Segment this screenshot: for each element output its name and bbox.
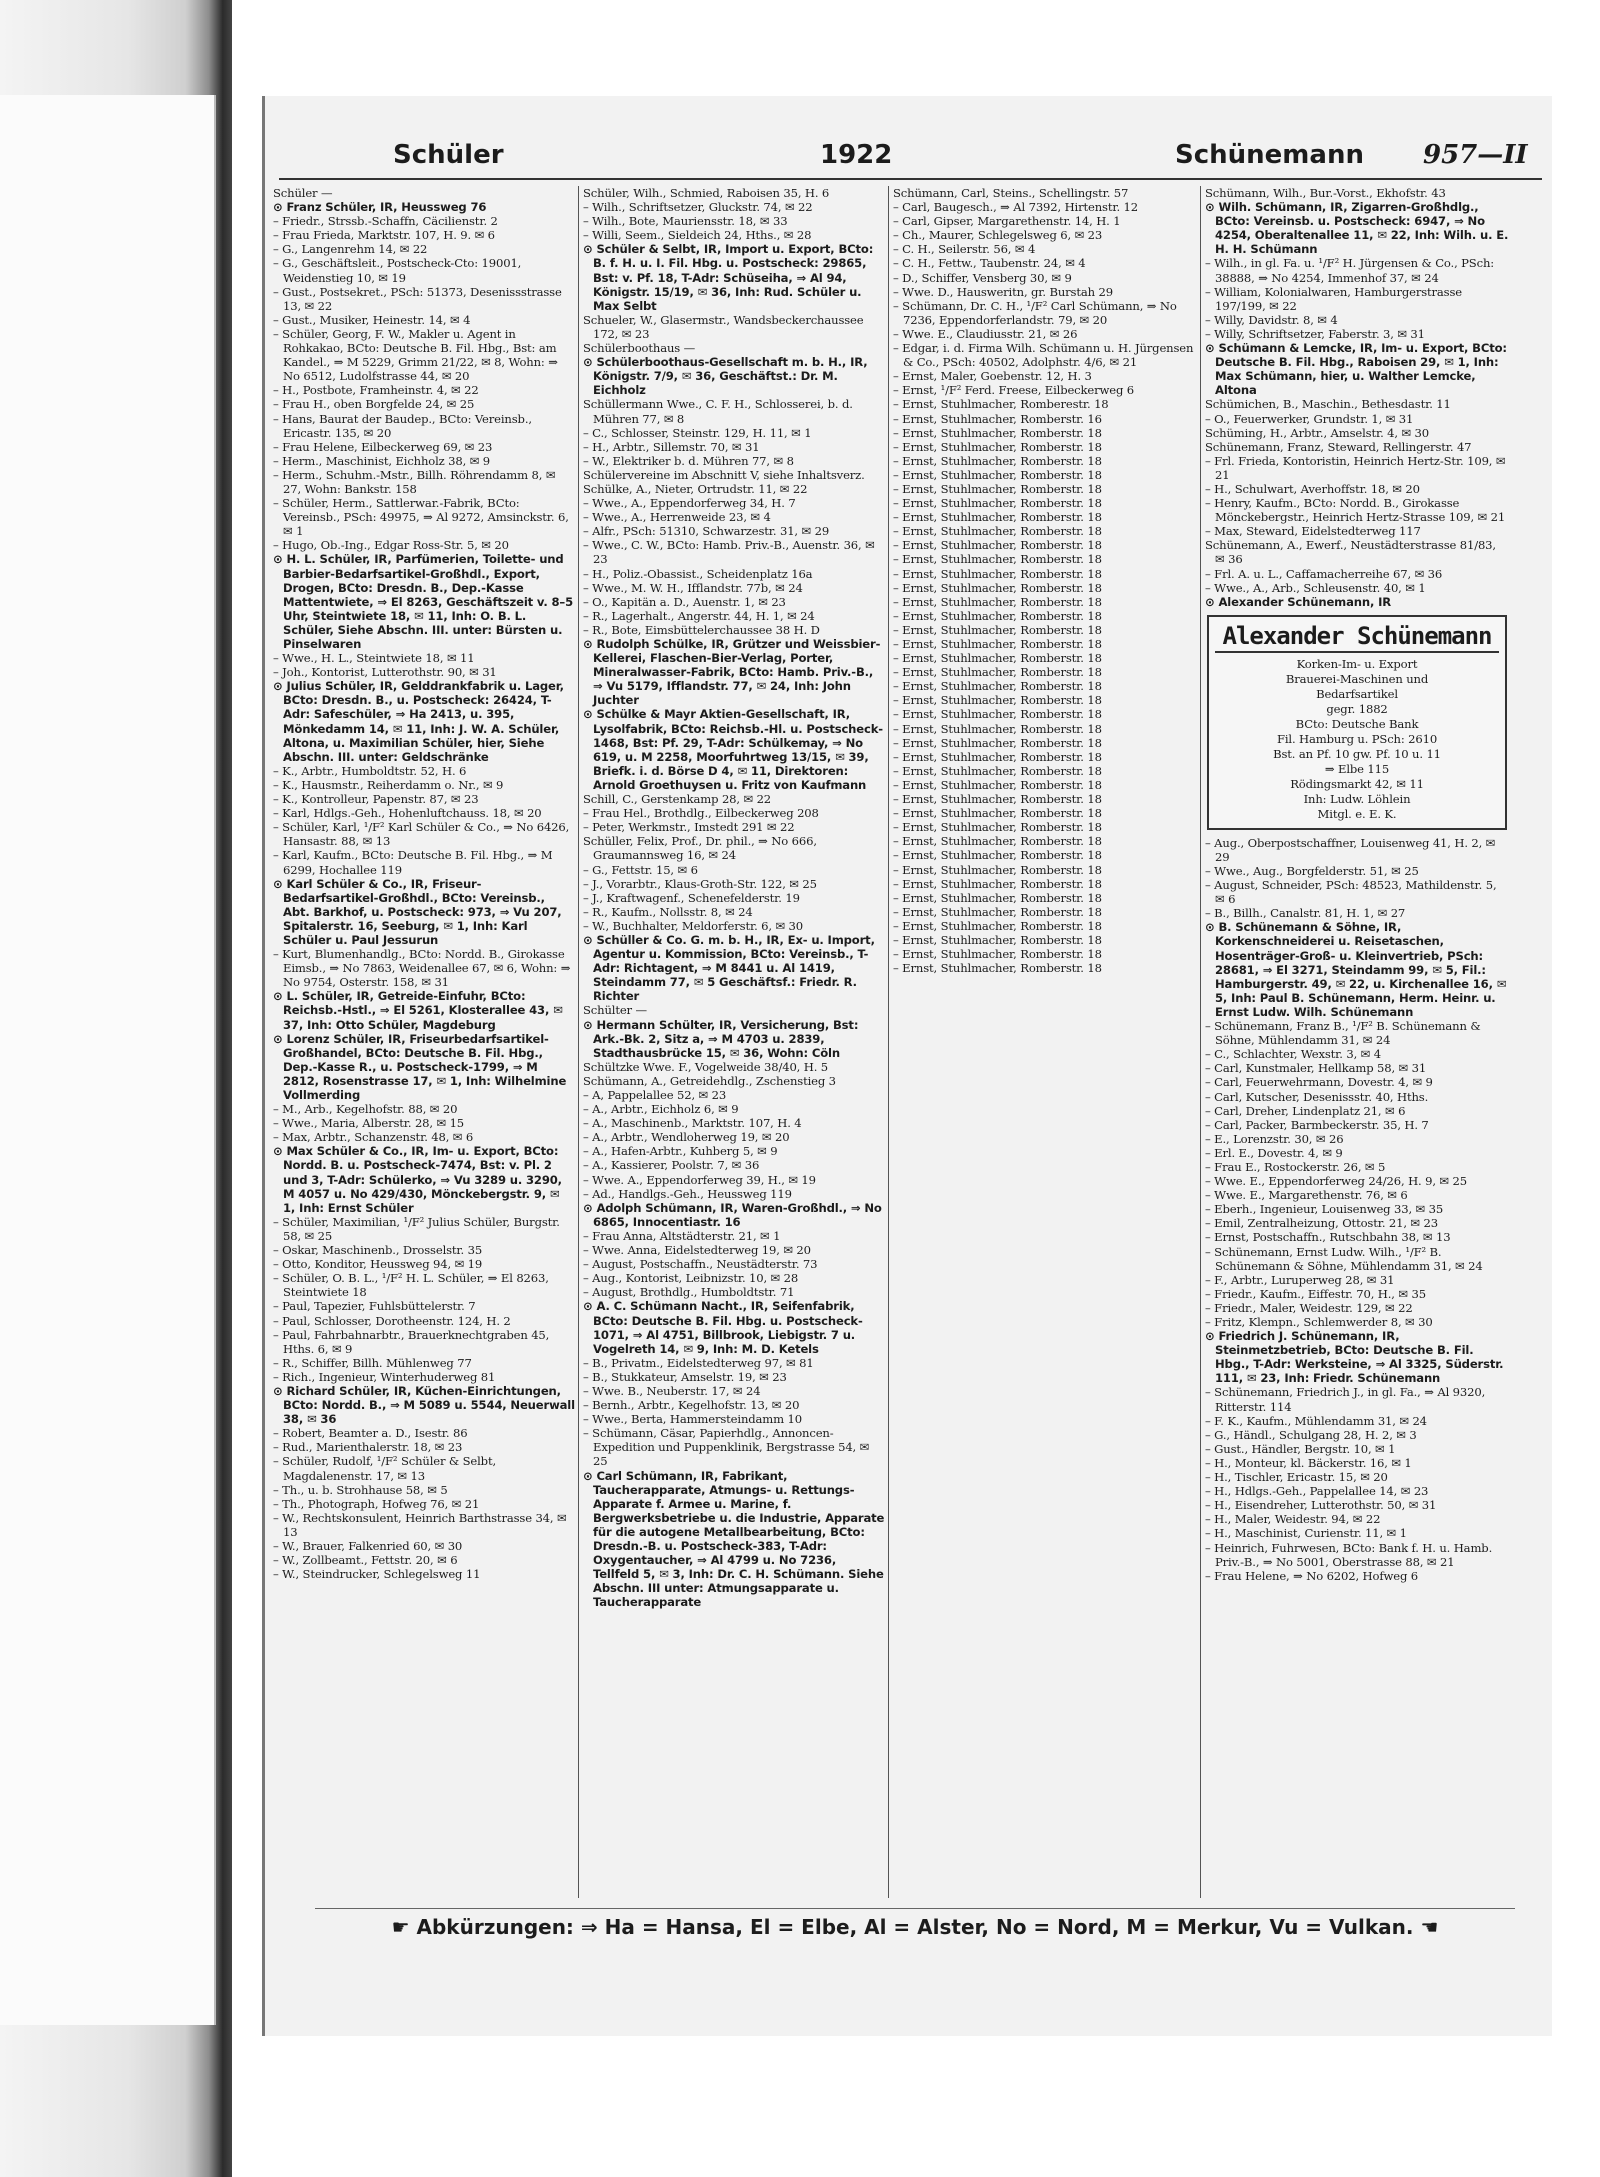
page-header xyxy=(275,140,1542,174)
directory-entry: – E., Lorenzstr. 30, ✉ 26 xyxy=(1205,1131,1344,1146)
directory-entry: Schülervereine im Abschnitt V, siehe Inhaltsverz. xyxy=(583,467,865,482)
directory-entry: Schümann, A., Getreidehdlg., Zschenstieg 3 xyxy=(583,1073,836,1088)
directory-entry: – B., Billh., Canalstr. 81, H. 1, ✉ 27 xyxy=(1205,906,1406,921)
directory-entry: ⊙ Julius Schüler, IR, Gelddrankfabrik u. Lager, BCto: Dresdn. B., u. Postscheck: 26424, T-Adr: Safeschüler, ⇒ Ha 2413, u. 395, Mönkedamm 14, ✉ 11, Inh: J. W. A. Schüler, Altona, u. Maximilian Schüler, hier, Siehe Abschn. III. unter: Geldschränke xyxy=(273,679,564,764)
directory-entry: – Wwe. D., Hausweritn, gr. Burstah 29 xyxy=(893,284,1113,299)
directory-entry: – Herm., Schuhm.-Mstr., Billh. Röhrendamm 8, ✉ 27, Wohn: Bankstr. 158 xyxy=(273,467,556,496)
directory-entry: Schüler, Wilh., Schmied, Raboisen 35, H. 6 xyxy=(583,186,830,200)
directory-entry: – Friedr., Strssb.-Schaffn, Cäcilienstr. 2 xyxy=(273,214,498,229)
directory-entry: – Carl, Kutscher, Desenissstr. 40, Hths. xyxy=(1205,1089,1429,1104)
directory-entry: – Ernst, ¹/F² Ferd. Freese, Eilbeckerweg 6 xyxy=(893,383,1135,398)
directory-entry: – R., Schiffer, Billh. Mühlenweg 77 xyxy=(273,1355,472,1370)
header-year: 1922 xyxy=(820,140,893,170)
directory-entry: – Joh., Kontorist, Lutterothstr. 90, ✉ 31 xyxy=(273,665,497,680)
directory-entry: – Ernst, Stuhlmacher, Romberstr. 18 xyxy=(893,693,1102,708)
directory-entry: – Frau Anna, Altstädterstr. 21, ✉ 1 xyxy=(583,1228,781,1243)
directory-entry: – Paul, Schlosser, Dorotheenstr. 124, H. 2 xyxy=(273,1313,511,1328)
directory-entry: – K., Arbtr., Humboldtstr. 52, H. 6 xyxy=(273,763,467,778)
advertisement-line: Brauerei-Maschinen und xyxy=(1285,671,1429,686)
directory-entry: – Karl, Kaufm., BCto: Deutsche B. Fil. Hbg., ⇒ M 6299, Hochallee 119 xyxy=(273,848,553,877)
directory-entry: – Ernst, Stuhlmacher, Romberstr. 18 xyxy=(893,932,1102,947)
directory-entry: ⊙ B. Schünemann & Söhne, IR, Korkenschneiderei u. Reisetaschen, Hosenträger-Groß- u. Kleinvertrieb, PSch: 28681, ⇒ El 3271, Steindamm 99, ✉ 5, Fil.: Hamburgerstr. 49, ✉ 22, u. Kirchenallee 16, ✉ 5, Inh: Paul B. Schünemann, Herm. Heinr. u. Ernst Ludw. Wilh. Schünemann xyxy=(1205,920,1507,1019)
directory-entry: – B., Privatm., Eidelstedterweg 97, ✉ 81 xyxy=(583,1355,814,1370)
directory-entry: ⊙ Adolph Schümann, IR, Waren-Großhdl., ⇒ No 6865, Innocentiastr. 16 xyxy=(583,1200,882,1229)
directory-entry: – Ernst, Stuhlmacher, Romberstr. 18 xyxy=(893,467,1102,482)
advertisement-line: Bst. an Pf. 10 gw. Pf. 10 u. 11 xyxy=(1273,746,1441,761)
directory-entry: – Hugo, Ob.-Ing., Edgar Ross-Str. 5, ✉ 20 xyxy=(273,538,509,553)
directory-entry: – A, Pappelallee 52, ✉ 23 xyxy=(583,1088,727,1102)
directory-entry: – A., Maschinenb., Marktstr. 107, H. 4 xyxy=(583,1116,802,1131)
directory-entry: – Ernst, Stuhlmacher, Romberstr. 18 xyxy=(893,848,1102,863)
directory-entry: – Eberh., Ingenieur, Louisenweg 33, ✉ 35 xyxy=(1205,1202,1444,1217)
advertisement-line: BCto: Deutsche Bank xyxy=(1295,716,1419,731)
previous-page-edge xyxy=(0,95,216,2025)
directory-entry: ⊙ Max Schüler & Co., IR, Im- u. Export, BCto: Nordd. B. u. Postscheck-7474, Bst: v. Pl. 2 und 3, T-Adr: Schülerko, ⇒ Vu 3289 u. 3290, M 4057 u. No 429/430, Mönckebergstr. 9, ✉ 1, Inh: Ernst Schüler xyxy=(273,1144,562,1215)
directory-entry: – Schünemann, Ernst Ludw. Wilh., ¹/F² B. Schünemann & Söhne, Mühlendamm 31, ✉ 24 xyxy=(1205,1244,1483,1273)
directory-entry: – Frl. A. u. L., Caffamacherreihe 67, ✉ 36 xyxy=(1205,566,1443,581)
directory-entry: – H., Maschinist, Curienstr. 11, ✉ 1 xyxy=(1205,1526,1407,1541)
directory-entry: – Robert, Beamter a. D., Isestr. 86 xyxy=(273,1426,468,1441)
directory-entry: – Ernst, Stuhlmacher, Romberstr. 18 xyxy=(893,510,1102,525)
directory-entry: ⊙ H. L. Schüler, IR, Parfümerien, Toilette- und Barbier-Bedarfsartikel-Großhdl., Export, Drogen, BCto: Dresdn. B., Dep.-Kasse Mattentwiete, ⇒ El 8263, Geschäftszeit v. 8–5 Uhr, Steintwiete 18, ✉ 11, Inh: O. B. L. Schüler, Siehe Abschn. III. unter: Bürsten u. Pinselwaren xyxy=(273,552,573,651)
directory-entry: – Ernst, Stuhlmacher, Romberstr. 18 xyxy=(893,665,1102,680)
directory-entry: – Ernst, Stuhlmacher, Romberstr. 18 xyxy=(893,876,1102,891)
directory-entry: – Wwe., A., Arb., Schleusenstr. 40, ✉ 1 xyxy=(1205,580,1426,595)
directory-entry: – Ernst, Stuhlmacher, Romberstr. 18 xyxy=(893,792,1102,807)
directory-entry: – Wwe., A., Herrenweide 23, ✉ 4 xyxy=(583,510,771,525)
directory-entry: – Ernst, Stuhlmacher, Romberstr. 18 xyxy=(893,763,1102,778)
directory-entry: ⊙ L. Schüler, IR, Getreide-Einfuhr, BCto: Reichsb.-Hstl., ⇒ El 5261, Klosterallee 43, ✉ 37, Inh: Otto Schüler, Magdeburg xyxy=(273,989,563,1032)
directory-entry: – A., Kassierer, Poolstr. 7, ✉ 36 xyxy=(583,1158,760,1173)
directory-entry: ⊙ Hermann Schülter, IR, Versicherung, Bst: Ark.-Bk. 2, Sitz a, ⇒ M 4703 u. 2839, Stadthausbrücke 15, ✉ 36, Wohn: Cöln xyxy=(583,1017,859,1060)
advertisement-line: Bedarfsartikel xyxy=(1316,686,1398,701)
directory-entry: – Ernst, Stuhlmacher, Romberstr. 18 xyxy=(893,580,1102,595)
directory-entry: – M., Arb., Kegelhofstr. 88, ✉ 20 xyxy=(273,1102,458,1117)
directory-entry: Schülerboothaus — xyxy=(583,341,696,356)
directory-entry: – W., Rechtskonsulent, Heinrich Barthstrasse 34, ✉ 13 xyxy=(273,1510,567,1539)
advertisement-line: ⇒ Elbe 115 xyxy=(1324,761,1390,776)
directory-entry: – Schünemann, Franz B., ¹/F² B. Schünemann & Söhne, Mühlendamm 31, ✉ 24 xyxy=(1205,1019,1481,1048)
directory-entry: – Ernst, Stuhlmacher, Romberstr. 18 xyxy=(893,679,1102,694)
directory-entry: – Ernst, Stuhlmacher, Romberstr. 18 xyxy=(893,890,1102,905)
directory-entry: – Ernst, Stuhlmacher, Romberstr. 18 xyxy=(893,608,1102,623)
directory-entry: Schümann, Wilh., Bur.-Vorst., Ekhofstr. 43 xyxy=(1205,186,1446,200)
directory-entry: – Ernst, Stuhlmacher, Romberstr. 18 xyxy=(893,904,1102,919)
directory-entry: – Otto, Konditor, Heussweg 94, ✉ 19 xyxy=(273,1257,483,1272)
directory-entry: – C., Schlosser, Steinstr. 129, H. 11, ✉ 1 xyxy=(583,425,812,440)
directory-entry: ⊙ Lorenz Schüler, IR, Friseurbedarfsartikel-Großhandel, BCto: Deutsche B. Fil. Hbg., Dep.-Kasse R., u. Postscheck-1799, ⇒ M 2812, Rosenstrasse 17, ✉ 1, Inh: Wilhelmine Vollmerding xyxy=(273,1031,567,1102)
directory-entry: – Wwe. Anna, Eidelstedterweg 19, ✉ 20 xyxy=(583,1243,811,1258)
directory-entry: – Ernst, Maler, Goebenstr. 12, H. 3 xyxy=(893,369,1092,384)
directory-entry: – W., Elektriker b. d. Mühren 77, ✉ 8 xyxy=(583,453,794,468)
directory-entry: – Ernst, Stuhlmacher, Romberstr. 18 xyxy=(893,806,1102,821)
directory-entry: – Ernst, Stuhlmacher, Romberstr. 18 xyxy=(893,481,1102,496)
directory-entry: – Gust., Händler, Bergstr. 10, ✉ 1 xyxy=(1205,1441,1396,1456)
directory-entry: – Ernst, Stuhlmacher, Romberstr. 16 xyxy=(893,411,1102,426)
directory-entry: ⊙ Rudolph Schülke, IR, Grützer und Weissbier-Kellerei, Flaschen-Bier-Verlag, Porter, Mineralwasser-Fabrik, BCto: Hamb. Priv.-B., ⇒ Vu 5179, Ifflandstr. 77, ✉ 24, Inh: John Juchter xyxy=(583,637,881,708)
directory-entry: – J., Vorarbtr., Klaus-Groth-Str. 122, ✉ 25 xyxy=(583,876,817,891)
directory-entry: – Ernst, Postschaffn., Rutschbahn 38, ✉ 13 xyxy=(1205,1230,1451,1245)
directory-entry: – O., Feuerwerker, Grundstr. 1, ✉ 31 xyxy=(1205,411,1414,426)
directory-entry: ⊙ Richard Schüler, IR, Küchen-Einrichtungen, BCto: Nordd. B., ⇒ M 5089 u. 5544, Neuerwall 38, ✉ 36 xyxy=(273,1383,575,1427)
directory-entry: – Gust., Musiker, Heinestr. 14, ✉ 4 xyxy=(273,312,471,327)
directory-entry: – Ernst, Stuhlmacher, Romberstr. 18 xyxy=(893,425,1102,440)
advertisement-line: Fil. Hamburg u. PSch: 2610 xyxy=(1276,731,1438,746)
directory-entry: – A., Arbtr., Eichholz 6, ✉ 9 xyxy=(583,1102,739,1117)
directory-entry: – O., Kapitän a. D., Auenstr. 1, ✉ 23 xyxy=(583,594,786,609)
directory-entry: – W., Buchhalter, Meldorferstr. 6, ✉ 30 xyxy=(583,918,803,933)
directory-entry: Schill, C., Gerstenkamp 28, ✉ 22 xyxy=(583,792,772,807)
directory-entry: – Ernst, Stuhlmacher, Romberstr. 18 xyxy=(893,947,1102,962)
directory-entry: – Ernst, Stuhlmacher, Romberstr. 18 xyxy=(893,735,1102,750)
directory-entry: ⊙ Schülerboothaus-Gesellschaft m. b. H., IR, Königstr. 7/9, ✉ 36, Geschäftst.: Dr. M. Eichholz xyxy=(583,355,868,398)
header-right-keyword: Schünemann xyxy=(1175,140,1364,170)
directory-entry: – Ernst, Stuhlmacher, Romberstr. 18 xyxy=(893,707,1102,722)
directory-entry: – Frau E., Rostockerstr. 26, ✉ 5 xyxy=(1205,1159,1386,1174)
directory-entry: – Wwe., Aug., Borgfelderstr. 51, ✉ 25 xyxy=(1205,864,1419,878)
directory-entry: – Carl, Kunstmaler, Hellkamp 58, ✉ 31 xyxy=(1205,1061,1427,1076)
directory-entry: ⊙ Schüler & Selbt, IR, Import u. Export, BCto: B. f. H. u. I. Fil. Hbg. u. Postscheck: 29865, Bst: v. Pf. 18, T-Adr: Schüseiha, ⇒ Al 94, Königstr. 15/19, ✉ 36, Inh: Rud. Schüler u. Max Selbt xyxy=(583,242,874,313)
advertisement-line: Mitgl. e. E. K. xyxy=(1317,806,1397,821)
directory-entry: – Ernst, Stuhlmacher, Romberstr. 18 xyxy=(893,566,1102,581)
directory-entry: – Ernst, Stuhlmacher, Romberstr. 18 xyxy=(893,862,1102,877)
directory-entry: ⊙ Schümann & Lemcke, IR, Im- u. Export, BCto: Deutsche B. Fil. Hbg., Raboisen 29, ✉ 1, Inh: Max Schümann, hier, u. Walther Lemcke, Altona xyxy=(1205,341,1507,398)
directory-entry: – Willy, Schriftsetzer, Faberstr. 3, ✉ 31 xyxy=(1205,326,1425,341)
directory-entry: – W., Steindrucker, Schlegelsweg 11 xyxy=(273,1567,481,1582)
column-4 xyxy=(1205,186,1509,1896)
directory-entry: ⊙ Karl Schüler & Co., IR, Friseur-Bedarfsartikel-Großhdl., BCto: Vereinsb., Abt. Barkhof, u. Postscheck: 973, ⇒ Vu 207, Spitalerstr. 16, Seeburg, ✉ 1, Inh: Karl Schüler u. Paul Jessurun xyxy=(273,876,562,947)
directory-entry: – G., Langenrehm 14, ✉ 22 xyxy=(273,242,428,257)
column-3 xyxy=(893,186,1197,1896)
directory-entry: – Carl, Packer, Barmbeckerstr. 35, H. 7 xyxy=(1205,1117,1429,1132)
directory-entry: – Carl, Dreher, Lindenplatz 21, ✉ 6 xyxy=(1205,1103,1406,1118)
directory-entry: – H., Tischler, Ericastr. 15, ✉ 20 xyxy=(1205,1470,1388,1485)
directory-entry: – H., Maler, Weidestr. 94, ✉ 22 xyxy=(1205,1512,1381,1527)
advertisement-title: Alexander Schünemann xyxy=(1215,621,1499,653)
directory-entry: – J., Kraftwagenf., Schenefelderstr. 19 xyxy=(583,890,800,905)
directory-entry: – William, Kolonialwaren, Hamburgerstrasse 197/199, ✉ 22 xyxy=(1205,284,1462,313)
book-spine xyxy=(0,0,232,2177)
directory-entry: – Emil, Zentralheizung, Ottostr. 21, ✉ 23 xyxy=(1205,1216,1438,1231)
directory-entry: – August, Brothdlg., Humboldtstr. 71 xyxy=(583,1285,795,1300)
directory-entry: – D., Schiffer, Vensberg 30, ✉ 9 xyxy=(893,270,1072,285)
directory-entry: – Wwe., Berta, Hammersteindamm 10 xyxy=(583,1412,802,1427)
directory-entry: – H., Postbote, Framheinstr. 4, ✉ 22 xyxy=(273,383,479,398)
directory-entry: – Ernst, Stuhlmacher, Romberstr. 18 xyxy=(893,749,1102,764)
directory-entry: – F. K., Kaufm., Mühlendamm 31, ✉ 24 xyxy=(1205,1413,1427,1428)
directory-entry: – Wilh., Schriftsetzer, Gluckstr. 74, ✉ 22 xyxy=(583,200,813,215)
directory-entry: – Hans, Baurat der Baudep., BCto: Vereinsb., Ericastr. 135, ✉ 20 xyxy=(273,411,532,440)
directory-entry: – Carl, Baugesch., ⇒ Al 7392, Hirtenstr. 12 xyxy=(893,200,1138,215)
directory-entry: Schüler — xyxy=(273,186,333,200)
directory-entry: – Th., u. b. Strohhause 58, ✉ 5 xyxy=(273,1482,448,1497)
directory-entry: – A., Hafen-Arbtr., Kuhberg 5, ✉ 9 xyxy=(583,1144,778,1159)
directory-entry: – Ernst, Stuhlmacher, Romberstr. 18 xyxy=(893,538,1102,553)
advertisement-line: Inh: Ludw. Löhlein xyxy=(1303,791,1411,806)
directory-entry: – K., Kontrolleur, Papenstr. 87, ✉ 23 xyxy=(273,792,479,807)
directory-entry: – Schümann, Dr. C. H., ¹/F² Carl Schümann, ⇒ No 7236, Eppendorferlandstr. 79, ✉ 20 xyxy=(893,298,1177,327)
directory-entry: – Ad., Handlgs.-Geh., Heussweg 119 xyxy=(583,1186,792,1201)
directory-entry: – Wwe., H. L., Steintwiete 18, ✉ 11 xyxy=(273,651,475,666)
directory-entry: – Erl. E., Dovestr. 4, ✉ 9 xyxy=(1205,1145,1343,1160)
directory-entry: – Ernst, Stuhlmacher, Romberstr. 18 xyxy=(893,496,1102,511)
directory-entry: Schültzke Wwe. F., Vogelweide 38/40, H. 5 xyxy=(583,1059,829,1074)
directory-entry: – Carl, Feuerwehrmann, Dovestr. 4, ✉ 9 xyxy=(1205,1075,1433,1090)
directory-entry: ⊙ A. C. Schümann Nacht., IR, Seifenfabrik, BCto: Deutsche B. Fil. Hbg. u. Postscheck-1071, ⇒ Al 4751, Billbrook, Liebigstr. 7 u. Vogelreth 14, ✉ 9, Inh: M. D. Ketels xyxy=(583,1299,863,1356)
directory-entry: – Ernst, Stuhlmacher, Romberstr. 18 xyxy=(893,918,1102,933)
directory-entry: – Ernst, Stuhlmacher, Romberstr. 18 xyxy=(893,524,1102,539)
directory-entry: ⊙ Carl Schümann, IR, Fabrikant, Taucherapparate, Atmungs- u. Rettungs-Apparate f. Armee u. Marine, f. Bergwerksbetriebe u. die Industrie, Apparate für die autogene Metallbearbeitung, BCto: Dresdn.-B. u. Postscheck-383, T-Adr: Oxygentaucher, ⇒ Al 4799 u. No 7236, Tellfeld 5, ✉ 3, Inh: Dr. C. H. Schümann. Siehe Abschn. III unter: Atmungsapparate u. Taucherapparate xyxy=(583,1468,885,1610)
directory-entry: – Willy, Davidstr. 8, ✉ 4 xyxy=(1205,312,1338,327)
directory-entry: – W., Brauer, Falkenried 60, ✉ 30 xyxy=(273,1539,463,1553)
directory-entry: – Wilh., Bote, Mauriensstr. 18, ✉ 33 xyxy=(583,214,788,229)
directory-entry: – Ernst, Stuhlmacher, Romberstr. 18 xyxy=(893,820,1102,835)
directory-entry: – Wwe. B., Neuberstr. 17, ✉ 24 xyxy=(583,1383,761,1398)
directory-entry: – H., Monteur, kl. Bäckerstr. 16, ✉ 1 xyxy=(1205,1455,1412,1470)
directory-entry: – Schüler, Georg, F. W., Makler u. Agent in Rohkakao, BCto: Deutsche B. Fil. Hbg., Bst: am Kandel., ⇒ M 5229, Grimm 21/22, ✉ 8, Wohn: ⇒ No 6512, Ludolfstrasse 44, ✉ 20 xyxy=(273,326,558,384)
directory-entry: ⊙ Friedrich J. Schünemann, IR, Steinmetzbetrieb, BCto: Deutsche B. Fil. Hbg., T-Adr: Werksteine, ⇒ Al 3325, Süderstr. 111, ✉ 23, Inh: Friedr. Schünemann xyxy=(1205,1329,1504,1386)
directory-entry: – R., Bote, Eimsbüttelerchaussee 38 H. D xyxy=(583,622,820,637)
directory-entry: – C. H., Fettw., Taubenstr. 24, ✉ 4 xyxy=(893,256,1086,271)
directory-entry: – Frl. Frieda, Kontoristin, Heinrich Hertz-Str. 109, ✉ 21 xyxy=(1205,453,1506,482)
directory-entry: – C. H., Seilerstr. 56, ✉ 4 xyxy=(893,242,1036,257)
directory-entry: – H., Poliz.-Obassist., Scheidenplatz 16a xyxy=(583,566,813,581)
column-divider xyxy=(578,186,579,1898)
directory-entry: – Ernst, Stuhlmacher, Romberstr. 18 xyxy=(893,637,1102,651)
directory-entry: – H., Schulwart, Averhoffstr. 18, ✉ 20 xyxy=(1205,481,1420,496)
directory-entry: – Wwe. E., Eppendorferweg 24/26, H. 9, ✉ 25 xyxy=(1205,1174,1467,1189)
directory-entry: – Paul, Tapezier, Fuhlsbüttelerstr. 7 xyxy=(273,1299,476,1314)
directory-entry: – Schümann, Cäsar, Papierhdlg., Annoncen-Expedition und Puppenklinik, Bergstrasse 54, ✉ 25 xyxy=(583,1426,870,1469)
directory-entry: ⊙ Schüller & Co. G. m. b. H., IR, Ex- u. Import, Agentur u. Kommission, BCto: Vereinsb., T-Adr: Richtagent, ⇒ M 8441 u. Al 1419, Steindamm 77, ✉ 5 Geschäftsf.: Friedr. R. Richter xyxy=(583,932,875,1004)
directory-entry: – Ernst, Stuhlmacher, Romberstr. 18 xyxy=(893,594,1102,609)
directory-entry: – Rich., Ingenieur, Winterhuderweg 81 xyxy=(273,1369,496,1384)
directory-entry: – B., Stukkateur, Amselstr. 19, ✉ 23 xyxy=(583,1369,787,1384)
directory-entry: – Th., Photograph, Hofweg 76, ✉ 21 xyxy=(273,1496,480,1511)
directory-entry: – Ch., Maurer, Schlegelsweg 6, ✉ 23 xyxy=(893,228,1103,243)
header-left-keyword: Schüler xyxy=(393,140,504,170)
directory-entry: – Wwe. E., Claudiusstr. 21, ✉ 26 xyxy=(893,326,1078,341)
directory-entry: – Frau H., oben Borgfelde 24, ✉ 25 xyxy=(273,397,475,412)
directory-entry: Schüllermann Wwe., C. F. H., Schlosserei, b. d. Mühren 77, ✉ 8 xyxy=(583,397,853,426)
directory-entry: – Ernst, Stuhlmacher, Romberstr. 18 xyxy=(893,622,1102,637)
directory-entry: Schüller, Felix, Prof., Dr. phil., ⇒ No 666, Graumannsweg 16, ✉ 24 xyxy=(583,834,817,863)
directory-entry: – G., Händl., Schulgang 28, H. 2, ✉ 3 xyxy=(1205,1427,1417,1442)
directory-entry: – Heinrich, Fuhrwesen, BCto: Bank f. H. u. Hamb. Priv.-B., ⇒ No 5001, Oberstrasse 88, ✉ 21 xyxy=(1205,1540,1493,1569)
directory-entry: Schünemann, Franz, Steward, Rellingerstr. 47 xyxy=(1205,439,1472,454)
directory-entry: – W., Zollbeamt., Fettstr. 20, ✉ 6 xyxy=(273,1553,458,1568)
directory-entry: – Wwe., A., Eppendorferweg 34, H. 7 xyxy=(583,496,796,511)
directory-entry: – Willi, Seem., Sieldeich 24, Hths., ✉ 28 xyxy=(583,228,812,243)
directory-entry: Schueler, W., Glasermstr., Wandsbeckerchaussee 172, ✉ 23 xyxy=(583,312,864,341)
directory-entry: – Ernst, Stuhlmacher, Romberstr. 18 xyxy=(893,777,1102,792)
directory-entry: Schülter — xyxy=(583,1003,647,1018)
directory-entry: – Wwe., Maria, Alberstr. 28, ✉ 15 xyxy=(273,1116,465,1131)
directory-entry: – Aug., Kontorist, Leibnizstr. 10, ✉ 28 xyxy=(583,1271,799,1286)
directory-entry: ⊙ Schülke & Mayr Aktien-Gesellschaft, IR, Lysolfabrik, BCto: Reichsb.-Hl. u. Postscheck-1468, Bst: Pf. 29, T-Adr: Schülkemay, ⇒ No 619, u. M 2258, Moorfuhrtweg 13/15, ✉ 39, Briefk. i. d. Börse D 4, ✉ 11, Direktoren: Arnold Groethuysen u. Fritz von Kaufmann xyxy=(583,707,883,792)
directory-entry: – Max, Steward, Eidelstedterweg 117 xyxy=(1205,524,1421,539)
directory-entry: – R., Lagerhalt., Angerstr. 44, H. 1, ✉ 24 xyxy=(583,608,815,623)
directory-entry: – Aug., Oberpostschaffner, Louisenweg 41, H. 2, ✉ 29 xyxy=(1205,835,1496,864)
directory-entry: – Schünemann, Friedrich J., in gl. Fa., ⇒ Al 9320, Ritterstr. 114 xyxy=(1205,1385,1486,1414)
directory-entry: – Ernst, Stuhlmacher, Romberstr. 18 xyxy=(893,439,1102,454)
directory-entry: – Schüler, Rudolf, ¹/F² Schüler & Selbt, Magdalenenstr. 17, ✉ 13 xyxy=(273,1454,496,1483)
directory-entry: – G., Fettstr. 15, ✉ 6 xyxy=(583,862,698,877)
directory-entry: Schünemann, A., Ewerf., Neustädterstrasse 81/83, ✉ 36 xyxy=(1205,538,1496,567)
directory-entry: – Henry, Kaufm., BCto: Nordd. B., Girokasse Mönckebergstr., Heinrich Hertz-Strasse 109, ✉ 21 xyxy=(1205,496,1506,525)
directory-entry: ⊙ Franz Schüler, IR, Heussweg 76 xyxy=(273,200,487,215)
advertisement-box xyxy=(1207,615,1507,830)
column-1 xyxy=(273,186,575,1896)
directory-entry: – August, Postschaffn., Neustädterstr. 73 xyxy=(583,1257,818,1272)
advertisement-line: Rödingsmarkt 42, ✉ 11 xyxy=(1290,776,1424,791)
directory-entry: – Max, Arbtr., Schanzenstr. 48, ✉ 6 xyxy=(273,1130,474,1145)
directory-entry: – Gust., Postsekret., PSch: 51373, Desenissstrasse 13, ✉ 22 xyxy=(273,284,562,313)
directory-entry: – Paul, Fahrbahnarbtr., Brauerknechtgraben 45, Hths. 6, ✉ 9 xyxy=(273,1327,550,1356)
column-divider xyxy=(1200,186,1201,1898)
directory-entry: – Wwe., C. W., BCto: Hamb. Priv.-B., Auenstr. 36, ✉ 23 xyxy=(583,538,875,567)
directory-entry: ⊙ Wilh. Schümann, IR, Zigarren-Großhdlg., BCto: Vereinsb. u. Postscheck: 6947, ⇒ No 4254, Oberaltenallee 11, ✉ 22, Inh: Wilh. u. E. H. H. Schümann xyxy=(1205,200,1509,257)
directory-entry: – Frau Helene, ⇒ No 6202, Hofweg 6 xyxy=(1205,1568,1419,1583)
directory-entry: – Oskar, Maschinenb., Drosselstr. 35 xyxy=(273,1243,483,1258)
directory-entry: – Peter, Werkmstr., Imstedt 291 ✉ 22 xyxy=(583,820,795,835)
directory-entry: – Frau Hel., Brothdlg., Eilbeckerweg 208 xyxy=(583,806,819,821)
directory-entry: Schülke, A., Nieter, Ortrudstr. 11, ✉ 22 xyxy=(583,481,808,496)
directory-page xyxy=(262,96,1552,2036)
column-divider xyxy=(888,186,889,1898)
directory-entry: – H., Hdlgs.-Geh., Pappelallee 14, ✉ 23 xyxy=(1205,1484,1429,1499)
page-number: 957—II xyxy=(1423,140,1528,170)
directory-entry: – Kurt, Blumenhandlg., BCto: Nordd. B., Girokasse Eimsb., ⇒ No 7863, Weidenallee 67, ✉ 6, Wohn: ⇒ No 9754, Osterstr. 158, ✉ 31 xyxy=(273,947,571,990)
directory-entry: – Bernh., Arbtr., Kegelhofstr. 13, ✉ 20 xyxy=(583,1398,800,1413)
directory-entry: – Schüler, Karl, ¹/F² Karl Schüler & Co., ⇒ No 6426, Hansastr. 88, ✉ 13 xyxy=(273,820,570,849)
directory-entry: – Wwe. E., Margarethenstr. 76, ✉ 6 xyxy=(1205,1188,1408,1203)
directory-entry: – Ernst, Stuhlmacher, Romberstr. 18 xyxy=(893,961,1102,976)
directory-entry: – Rud., Marienthalerstr. 18, ✉ 23 xyxy=(273,1440,463,1455)
advertisement-line: gegr. 1882 xyxy=(1326,701,1388,716)
directory-entry: Schümann, Carl, Steins., Schellingstr. 57 xyxy=(893,186,1129,200)
directory-entry: Schüming, H., Arbtr., Amselstr. 4, ✉ 30 xyxy=(1205,425,1429,440)
header-rule xyxy=(279,178,1542,180)
directory-entry: – H., Arbtr., Sillemstr. 70, ✉ 31 xyxy=(583,439,760,454)
directory-entry: ⊙ Alexander Schünemann, IR xyxy=(1205,594,1392,609)
directory-entry: – Karl, Hdlgs.-Geh., Hohenluftchauss. 18, ✉ 20 xyxy=(273,806,542,821)
directory-entry: – Wilh., in gl. Fa. u. ¹/F² H. Jürgensen & Co., PSch: 38888, ⇒ No 4254, Immenhof 37, ✉ 24 xyxy=(1205,256,1495,285)
directory-entry: – K., Hausmstr., Reiherdamm o. Nr., ✉ 9 xyxy=(273,777,504,792)
directory-entry: – Alfr., PSch: 51310, Schwarzestr. 31, ✉ 29 xyxy=(583,524,830,539)
directory-entry: – August, Schneider, PSch: 48523, Mathildenstr. 5, ✉ 6 xyxy=(1205,878,1497,907)
directory-entry: – Schüler, Maximilian, ¹/F² Julius Schüler, Burgstr. 58, ✉ 25 xyxy=(273,1214,560,1243)
directory-entry: – Ernst, Stuhlmacher, Romberstr. 18 xyxy=(893,453,1102,468)
directory-entry: – C., Schlachter, Wexstr. 3, ✉ 4 xyxy=(1205,1047,1381,1062)
directory-entry: – R., Kaufm., Nollsstr. 8, ✉ 24 xyxy=(583,904,753,919)
directory-entry: – Ernst, Stuhlmacher, Romberstr. 18 xyxy=(893,834,1102,849)
directory-entry: – Herm., Maschinist, Eichholz 38, ✉ 9 xyxy=(273,453,491,468)
advertisement-line: Korken-Im- u. Export xyxy=(1296,656,1418,671)
directory-entry: – G., Geschäftsleit., Postscheck-Cto: 19001, Weidenstieg 10, ✉ 19 xyxy=(273,256,522,285)
directory-entry: – Frau Frieda, Marktstr. 107, H. 9. ✉ 6 xyxy=(273,228,495,243)
directory-entry: – Ernst, Stuhlmacher, Romberestr. 18 xyxy=(893,397,1109,412)
directory-entry: – Frau Helene, Eilbeckerweg 69, ✉ 23 xyxy=(273,439,493,454)
directory-entry: – Ernst, Stuhlmacher, Romberstr. 18 xyxy=(893,651,1102,666)
directory-entry: – Fritz, Klempn., Schlemwerder 8, ✉ 30 xyxy=(1205,1315,1433,1329)
directory-entry: – A., Arbtr., Wendloherweg 19, ✉ 20 xyxy=(583,1130,790,1145)
directory-entry: – Edgar, i. d. Firma Wilh. Schümann u. H. Jürgensen & Co., PSch: 40502, Adolphstr. 4/6, ✉ 21 xyxy=(893,341,1194,370)
directory-entry: – Ernst, Stuhlmacher, Romberstr. 18 xyxy=(893,721,1102,736)
directory-entry: – Schüler, Herm., Sattlerwar.-Fabrik, BCto: Vereinsb., PSch: 49975, ⇒ Al 9272, Amsinckstr. 6, ✉ 1 xyxy=(273,496,569,539)
directory-entry: – Carl, Gipser, Margarethenstr. 14, H. 1 xyxy=(893,214,1121,229)
abbreviations-footer: ☛ Abkürzungen: ⇒ Ha = Hansa, El = Elbe, Al = Alster, No = Nord, M = Merkur, Vu = Vulkan. ☚ xyxy=(315,1908,1515,1939)
directory-entry: – Friedr., Maler, Weidestr. 129, ✉ 22 xyxy=(1205,1300,1413,1315)
directory-entry: – F., Arbtr., Luruperweg 28, ✉ 31 xyxy=(1205,1272,1395,1287)
directory-entry: – H., Eisendreher, Lutterothstr. 50, ✉ 31 xyxy=(1205,1498,1437,1513)
directory-entry: – Ernst, Stuhlmacher, Romberstr. 18 xyxy=(893,552,1102,567)
directory-entry: – Wwe. A., Eppendorferweg 39, H., ✉ 19 xyxy=(583,1172,816,1187)
directory-entry: – Wwe., M. W. H., Ifflandstr. 77b, ✉ 24 xyxy=(583,580,803,595)
directory-entry: – Friedr., Kaufm., Eiffestr. 70, H., ✉ 35 xyxy=(1205,1286,1426,1301)
directory-entry: – Schüler, O. B. L., ¹/F² H. L. Schüler, ⇒ El 8263, Steintwiete 18 xyxy=(273,1271,549,1300)
column-2 xyxy=(583,186,885,1896)
directory-entry: Schümichen, B., Maschin., Bethesdastr. 11 xyxy=(1205,397,1451,412)
